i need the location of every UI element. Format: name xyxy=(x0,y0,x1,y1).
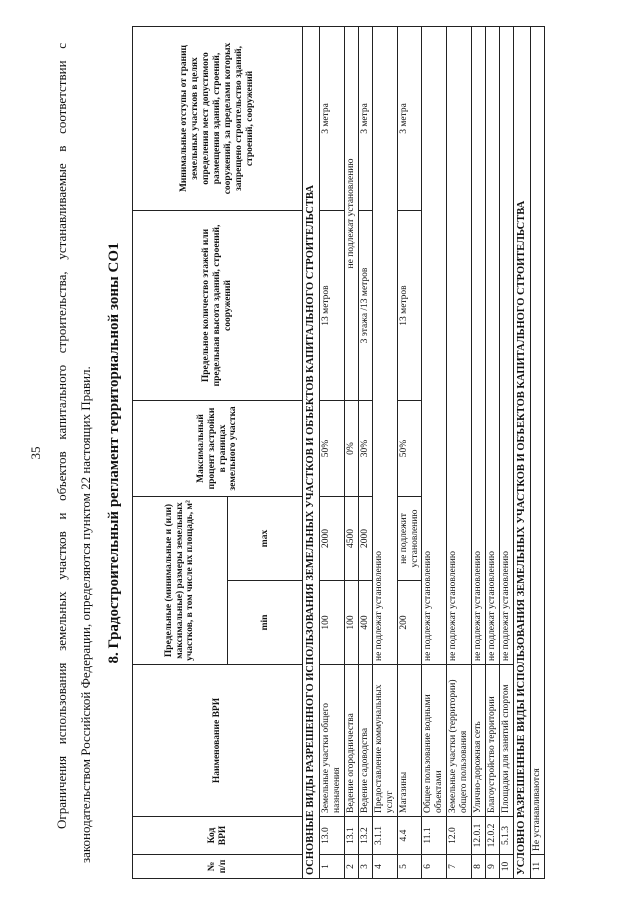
table-row xyxy=(499,26,513,878)
section-main-title: ОСНОВНЫЕ ВИДЫ РАЗРЕШЕННОГО ИСПОЛЬЗОВАНИЯ ЗЕМЕЛЬНЫХ УЧАСТКОВ И ОБЪЕКТОВ КАПИТАЛЬНОГО СТРОИТЕЛЬСТВА xyxy=(303,26,320,878)
cell-name: Ведение садоводства xyxy=(358,664,372,816)
cell-merged-values: не подлежат установлению xyxy=(447,26,472,664)
cell-name: Предоставление коммунальных услуг xyxy=(372,664,397,816)
header-setback: Минимальные отступы от границ земельных участков в целях определения мест допустимого размещения зданий, строений, сооружений, за пределами которых запрещено строительство зданий, строений, сооружений xyxy=(133,26,303,210)
cell-max: не подлежит установлению xyxy=(397,496,422,580)
cell-max: 4500 xyxy=(344,496,358,580)
cell-name: Благоустройство территории xyxy=(486,664,500,816)
cell-name: Улично-дорожная сеть xyxy=(472,664,486,816)
cell-num: 5 xyxy=(397,854,422,878)
cell-coverage: 0% xyxy=(344,400,358,496)
cell-num: 2 xyxy=(344,854,358,878)
cell-name: Площадки для занятий спортом xyxy=(499,664,513,816)
cell-name: Земельные участки (территории) общего пользования xyxy=(447,664,472,816)
table-row xyxy=(530,26,544,878)
cell-num: 10 xyxy=(499,854,513,878)
cell-num: 9 xyxy=(486,854,500,878)
header-code: Код ВРИ xyxy=(133,816,303,854)
table-row xyxy=(344,26,358,878)
cell-code: 13.0 xyxy=(320,816,345,854)
rotated-page xyxy=(20,13,620,893)
cell-code: 3.1.1 xyxy=(372,816,397,854)
cell-min: 200 xyxy=(397,580,422,664)
table-header-row xyxy=(133,26,228,878)
cell-num: 6 xyxy=(422,854,447,878)
cell-max: 2000 xyxy=(320,496,345,580)
cell-coverage: 50% xyxy=(397,400,422,496)
cell-name: Не устанавливаются xyxy=(530,26,544,854)
cell-num: 7 xyxy=(447,854,472,878)
cell-merged-values: не подлежат установлению xyxy=(422,26,447,664)
cell-merged-height-setback: не подлежат установлению xyxy=(344,26,358,400)
header-name: Наименование ВРИ xyxy=(133,664,303,816)
page-number: 35 xyxy=(28,446,43,459)
cell-setback: 3 метра xyxy=(320,26,345,210)
regulation-table xyxy=(132,26,545,879)
header-min: min xyxy=(228,580,303,664)
section-conditional-title: УСЛОВНО РАЗРЕШЕННЫЕ ВИДЫ ИСПОЛЬЗОВАНИЯ ЗЕМЕЛЬНЫХ УЧАСТКОВ И ОБЪЕКТОВ КАПИТАЛЬНОГО СТРОИТЕЛЬСТВА xyxy=(513,26,530,878)
table-row xyxy=(486,26,500,878)
cell-merged-values: не подлежат установлению xyxy=(372,26,397,664)
cell-code: 12.0 xyxy=(447,816,472,854)
table-row xyxy=(320,26,345,878)
cell-code: 12.0.1 xyxy=(472,816,486,854)
table-row xyxy=(372,26,397,878)
header-coverage: Максимальный процент застройки в границах земельного участка xyxy=(133,400,303,496)
cell-num: 1 xyxy=(320,854,345,878)
cell-name: Ведение огородничества xyxy=(344,664,358,816)
header-num: № п/п xyxy=(133,854,303,878)
cell-min: 400 xyxy=(358,580,372,664)
cell-num: 4 xyxy=(372,854,397,878)
cell-max: 2000 xyxy=(358,496,372,580)
cell-num: 3 xyxy=(358,854,372,878)
cell-code: 12.0.2 xyxy=(486,816,500,854)
section-conditional-row xyxy=(513,26,530,878)
cell-name: Общее пользование водными объектами xyxy=(422,664,447,816)
cell-coverage: 30% xyxy=(358,400,372,496)
table-row xyxy=(422,26,447,878)
cell-merged-values: не подлежат установлению xyxy=(486,26,500,664)
cell-code: 13.1 xyxy=(344,816,358,854)
cell-coverage: 50% xyxy=(320,400,345,496)
table-row xyxy=(358,26,372,878)
cell-setback: 3 метра xyxy=(397,26,422,210)
cell-num: 11 xyxy=(530,854,544,878)
table-row xyxy=(447,26,472,878)
cell-name: Земельные участки общего назначения xyxy=(320,664,345,816)
cell-num: 8 xyxy=(472,854,486,878)
cell-merged-values: не подлежат установлению xyxy=(499,26,513,664)
cell-height: 13 метров xyxy=(320,210,345,400)
header-height: Предельное количество этажей или предельная высота зданий, строений, сооружений xyxy=(133,210,303,400)
cell-min: 100 xyxy=(320,580,345,664)
table-row xyxy=(472,26,486,878)
cell-code: 5.1.3 xyxy=(499,816,513,854)
cell-name: Магазины xyxy=(397,664,422,816)
cell-merged-values: не подлежат установлению xyxy=(472,26,486,664)
cell-code: 13.2 xyxy=(358,816,372,854)
cell-setback: 3 метра xyxy=(358,26,372,210)
table-row xyxy=(397,26,422,878)
header-max: max xyxy=(228,496,303,580)
cell-height: 13 метров xyxy=(397,210,422,400)
header-size-group: Предельные (минимальные и (или) максимальные) размеры земельных участков, в том числе их площадь, м² xyxy=(133,496,228,664)
cell-height: 3 этажа /13 метров xyxy=(358,210,372,400)
section-main-row xyxy=(303,26,320,878)
page-title: 8. Градостроительный регламент территориальной зоны СО1 xyxy=(106,242,122,664)
intro-paragraph: Ограничения использования земельных участков и объектов капитального строительства, устанавливаемые в соответствии с законодательством Российской Федерации, определяются пунктом 22 настоящих Правил. xyxy=(54,42,93,863)
cell-code: 11.1 xyxy=(422,816,447,854)
cell-min: 100 xyxy=(344,580,358,664)
cell-code: 4.4 xyxy=(397,816,422,854)
